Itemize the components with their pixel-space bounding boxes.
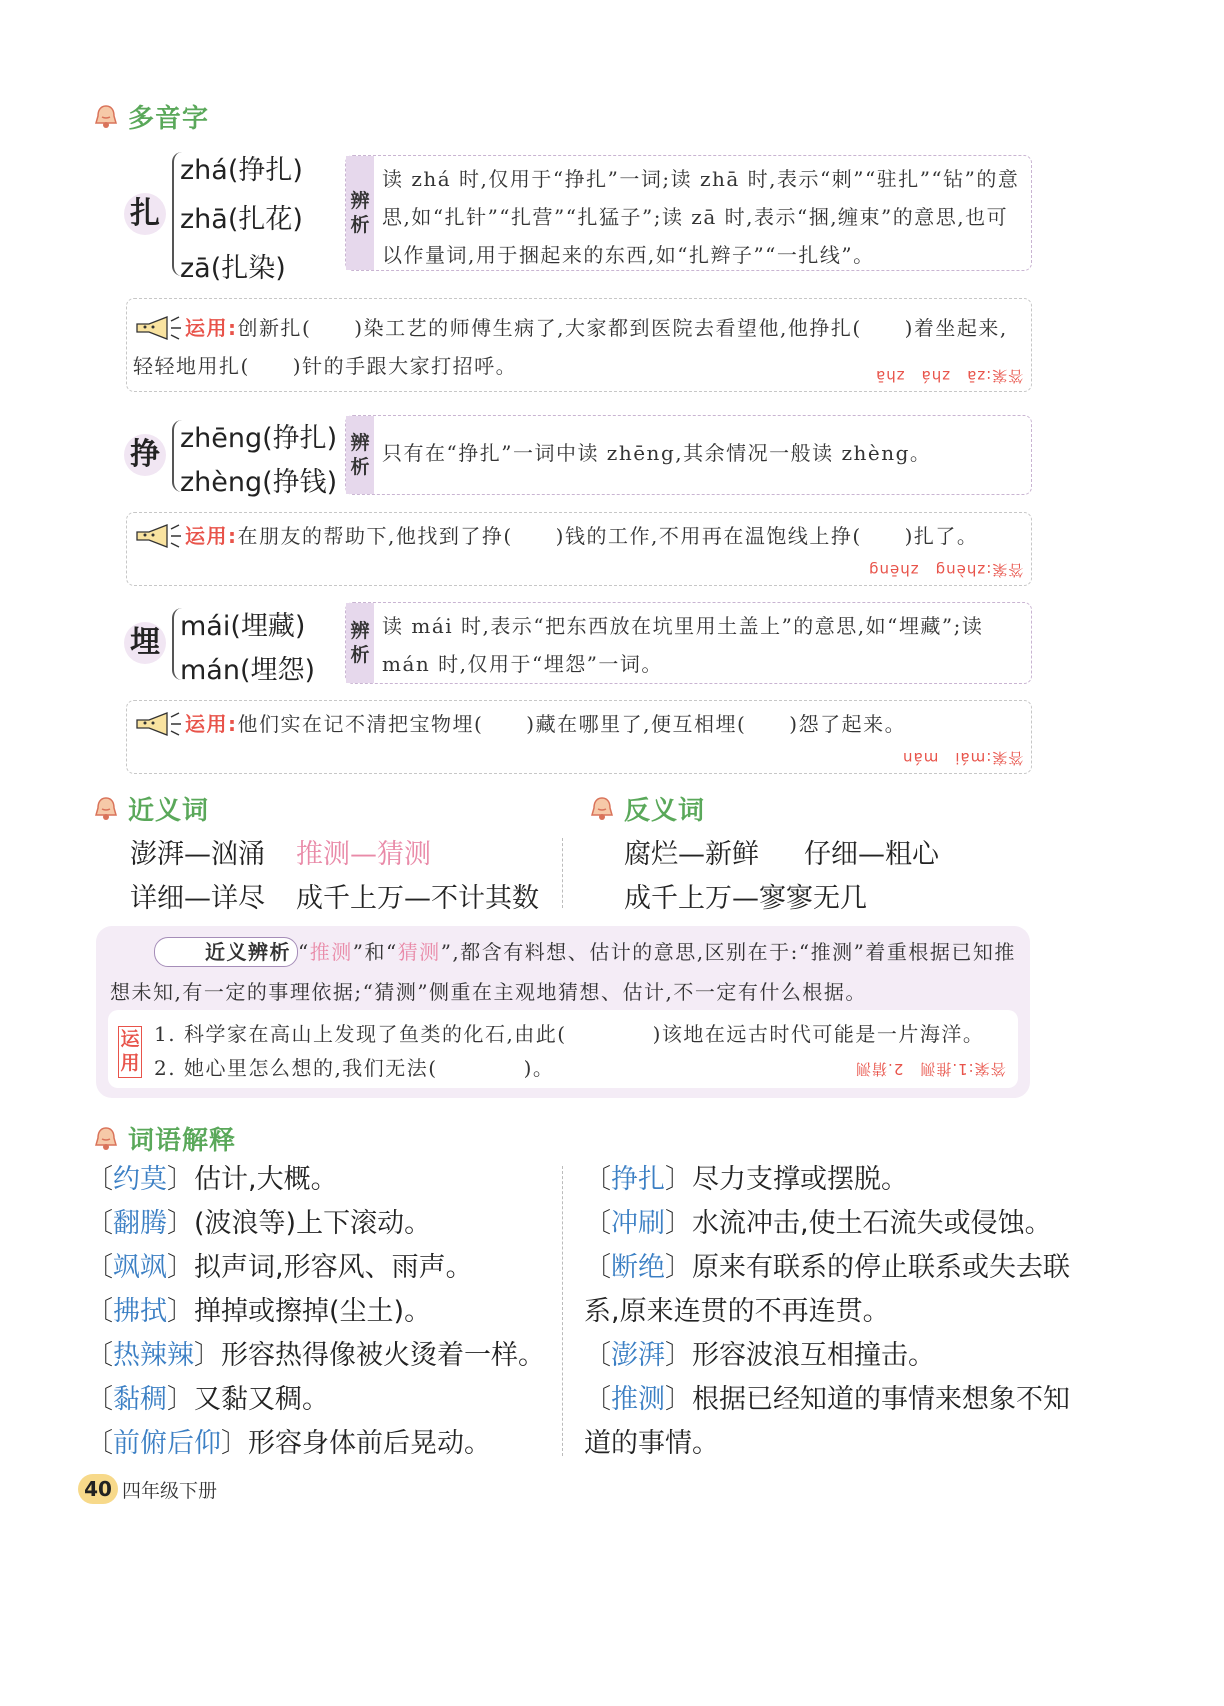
yunyong-box: [108, 1010, 1018, 1088]
reading-2-2: zhèng(挣钱): [180, 467, 338, 498]
definition-row: 〔黏稠〕又黏又稠。: [86, 1384, 329, 1415]
polyphone-char-2: 挣: [124, 434, 166, 476]
megaphone-icon: [133, 523, 183, 549]
use-text-3: 运用:他们实在记不清把宝物埋( )藏在哪里了,便互相埋( )怨了起来。: [133, 705, 1023, 743]
answer-1: 答案:zā zhá zhā: [874, 367, 1023, 385]
jinyi-bianxi-panel: [96, 926, 1030, 1098]
use-text-1: 运用:创新扎( )染工艺的师傅生病了,大家都到医院去看望他,他挣扎( )着坐起来,轻轻地用扎( )针的手跟大家打招呼。: [133, 316, 1008, 378]
synonym-pair: 成千上万—不计其数: [296, 883, 539, 914]
bell-icon: [92, 103, 120, 131]
definition-row: [584, 1422, 719, 1466]
divider: [562, 1166, 563, 1456]
definition-term: 拂拭: [113, 1296, 167, 1327]
reading-1-3: zā(扎染): [180, 253, 286, 284]
page-number: 40: [78, 1474, 118, 1504]
definition-text: 根据已经知道的事情来想象不知: [692, 1384, 1070, 1415]
definition-term: 约莫: [113, 1164, 167, 1195]
definition-row: 〔断绝〕原来有联系的停止联系或失去联: [584, 1252, 1070, 1283]
use-text-2: 运用:在朋友的帮助下,他找到了挣( )钱的工作,不用再在温饱线上挣( )扎了。: [133, 517, 1023, 555]
definition-text: 形容热得像被火烫着一样。: [221, 1340, 545, 1371]
section-title-fanyici: 反义词: [588, 790, 705, 827]
definition-row: 〔热辣辣〕形容热得像被火烫着一样。: [86, 1340, 545, 1371]
definition-term: 前俯后仰: [113, 1428, 221, 1459]
section-title-duoyinzi: 多音字: [92, 98, 209, 135]
bell-icon: [92, 1125, 120, 1153]
bianxi-text-1: 读 zhá 时,仅用于“挣扎”一词;读 zhā 时,表示“刺”“驻扎”“钻”的意思,如“扎针”“扎营”“扎猛子”;读 zā 时,表示“捆,缠束”的意思,也可以作量词,用于捆起来的东西,如“扎辫子”“一扎线”。: [382, 167, 1020, 267]
megaphone-icon: [133, 315, 183, 341]
definition-text: 系,原来连贯的不再连贯。: [584, 1296, 890, 1327]
bianxi-text-2: 只有在“挣扎”一词中读 zhēng,其余情况一般读 zhèng。: [382, 441, 932, 465]
answer-3: 答案:mái mán: [901, 749, 1023, 767]
megaphone-icon: [133, 711, 183, 737]
definition-term: 翻腾: [113, 1208, 167, 1239]
definition-row: 〔飒飒〕拟声词,形容风、雨声。: [86, 1252, 473, 1283]
yunyong-tag: 运用: [118, 1026, 142, 1078]
bianxi-tag: 辨 析: [346, 156, 374, 270]
antonym-pair: 腐烂—新鲜: [624, 839, 759, 870]
definition-term: 热辣辣: [113, 1340, 194, 1371]
definition-row: 〔挣扎〕尽力支撑或摆脱。: [584, 1164, 908, 1195]
bell-icon: [588, 795, 616, 823]
bianxi-tag: 辨 析: [346, 603, 374, 683]
definition-text: 道的事情。: [584, 1428, 719, 1459]
section-title-ciyu: 词语解释: [92, 1120, 236, 1157]
definition-text: 形容波浪互相撞击。: [692, 1340, 935, 1371]
answer-jinyi: 答案:1.推测 2.猜测: [855, 1060, 1006, 1078]
jinyi-bianxi-text: 近义辨析 “推测”和“猜测”,都含有料想、估计的意思,区别在于:“推测”着重根据已知推想未知,有一定的事理依据;“猜测”侧重在主观地猜想、估计,不一定有什么根据。: [110, 932, 1020, 1012]
definition-term: 断绝: [611, 1252, 665, 1283]
synonym-pair: 详细—详尽: [130, 883, 265, 914]
definition-term: 推测: [611, 1384, 665, 1415]
definition-text: 原来有联系的停止联系或失去联: [692, 1252, 1070, 1283]
reading-2-1: zhēng(挣扎): [180, 423, 338, 454]
polyphone-char-3: 埋: [124, 622, 166, 664]
definition-term: 冲刷: [611, 1208, 665, 1239]
definition-row: 〔约莫〕估计,大概。: [86, 1164, 338, 1195]
bianxi-tag: 辨 析: [346, 416, 374, 494]
definition-term: 黏稠: [113, 1384, 167, 1415]
definition-term: 挣扎: [611, 1164, 665, 1195]
synonym-pair-highlight: 推测—猜测: [296, 839, 431, 870]
definition-text: 掸掉或擦掉(尘土)。: [194, 1296, 432, 1327]
divider: [562, 838, 563, 908]
definition-text: (波浪等)上下滚动。: [194, 1208, 432, 1239]
section-title-jinyici: 近义词: [92, 790, 209, 827]
definition-row: 〔澎湃〕形容波浪互相撞击。: [584, 1340, 935, 1371]
definition-row: 〔拂拭〕掸掉或擦掉(尘土)。: [86, 1296, 432, 1327]
synonym-pair: 澎湃—汹涌: [130, 839, 265, 870]
definition-row: 〔推测〕根据已经知道的事情来想象不知: [584, 1384, 1070, 1415]
bianxi-text-3: 读 mái 时,表示“把东西放在坑里用土盖上”的意思,如“埋藏”;读 mán 时,仅用于“埋怨”一词。: [382, 614, 984, 676]
question-1: 1. 科学家在高山上发现了鱼类的化石,由此( )该地在远古时代可能是一片海洋。: [154, 1022, 985, 1046]
bianxi-box-2: [345, 415, 1032, 495]
use-box-2: [126, 512, 1032, 586]
answer-2: 答案:zhèng zhēng: [867, 561, 1023, 579]
definition-row: 〔翻腾〕(波浪等)上下滚动。: [86, 1208, 432, 1239]
reading-1-1: zhá(挣扎): [180, 155, 303, 186]
jinyi-bianxi-badge: 近义辨析: [154, 937, 298, 967]
question-2: 2. 她心里怎么想的,我们无法( )。: [154, 1056, 555, 1080]
definition-text: 估计,大概。: [194, 1164, 338, 1195]
use-box-3: [126, 700, 1032, 774]
polyphone-char-1: 扎: [124, 193, 166, 235]
bell-icon: [92, 795, 120, 823]
grade-label: 四年级下册: [122, 1480, 218, 1502]
use-box-1: [126, 298, 1032, 392]
reading-3-1: mái(埋藏): [180, 611, 306, 642]
definition-text: 形容身体前后晃动。: [248, 1428, 491, 1459]
bianxi-box-1: [345, 155, 1032, 271]
definition-text: 水流冲击,使土石流失或侵蚀。: [692, 1208, 1052, 1239]
definition-term: 飒飒: [113, 1252, 167, 1283]
definition-row: 〔冲刷〕水流冲击,使土石流失或侵蚀。: [584, 1208, 1052, 1239]
reading-3-2: mán(埋怨): [180, 655, 316, 686]
antonym-pair: 仔细—粗心: [804, 839, 939, 870]
antonym-pair: 成千上万—寥寥无几: [624, 883, 867, 914]
reading-1-2: zhā(扎花): [180, 204, 303, 235]
definition-term: 澎湃: [611, 1340, 665, 1371]
bianxi-box-3: [345, 602, 1032, 684]
definition-text: 尽力支撑或摆脱。: [692, 1164, 908, 1195]
definition-text: 拟声词,形容风、雨声。: [194, 1252, 473, 1283]
definition-row: 〔前俯后仰〕形容身体前后晃动。: [86, 1428, 491, 1459]
definition-row: [584, 1290, 890, 1334]
definition-text: 又黏又稠。: [194, 1384, 329, 1415]
